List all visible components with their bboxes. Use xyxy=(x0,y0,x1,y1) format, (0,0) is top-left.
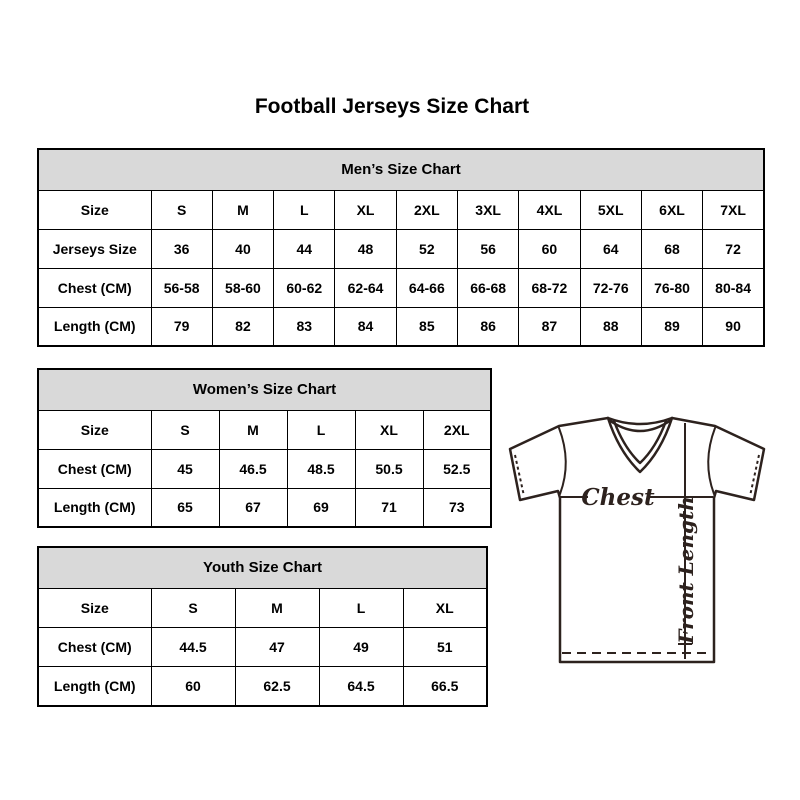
table-cell: 88 xyxy=(580,307,641,346)
table-cell: 50.5 xyxy=(355,449,423,488)
table-cell: 64 xyxy=(580,229,641,268)
table-row xyxy=(38,588,487,627)
table-cell: 64-66 xyxy=(396,268,457,307)
table-cell: 56-58 xyxy=(151,268,212,307)
column-header: S xyxy=(151,410,219,449)
column-header: 6XL xyxy=(641,190,702,229)
table-row xyxy=(38,488,491,527)
jersey-diagram xyxy=(502,410,774,668)
table-caption-row xyxy=(38,149,764,190)
row-label: Length (CM) xyxy=(38,307,151,346)
row-label: Size xyxy=(38,410,151,449)
table-cell: 62-64 xyxy=(335,268,396,307)
table-cell: 48 xyxy=(335,229,396,268)
table-cell: 46.5 xyxy=(219,449,287,488)
column-header: L xyxy=(274,190,335,229)
column-header: 4XL xyxy=(519,190,580,229)
column-header: L xyxy=(319,588,403,627)
youth-size-table xyxy=(37,546,488,707)
table-caption-row xyxy=(38,547,487,588)
table-cell: 72-76 xyxy=(580,268,641,307)
table-cell: 72 xyxy=(703,229,764,268)
table-cell: 80-84 xyxy=(703,268,764,307)
front-length-label: Front Length xyxy=(674,496,698,644)
column-header: M xyxy=(219,410,287,449)
chest-label: Chest xyxy=(581,484,655,511)
table-cell: 84 xyxy=(335,307,396,346)
table-cell: 48.5 xyxy=(287,449,355,488)
table-cell: 89 xyxy=(641,307,702,346)
table-cell: 40 xyxy=(212,229,273,268)
table-cell: 62.5 xyxy=(235,667,319,706)
table-cell: 60 xyxy=(151,667,235,706)
column-header: 2XL xyxy=(396,190,457,229)
table-cell: 82 xyxy=(212,307,273,346)
collar-top-curve xyxy=(608,418,672,424)
table-cell: 60-62 xyxy=(274,268,335,307)
table-row xyxy=(38,627,487,666)
table-cell: 36 xyxy=(151,229,212,268)
row-label: Jerseys Size xyxy=(38,229,151,268)
table-cell: 66.5 xyxy=(403,667,487,706)
column-header: 7XL xyxy=(703,190,764,229)
column-header: 2XL xyxy=(423,410,491,449)
page-title: Football Jerseys Size Chart xyxy=(254,95,530,118)
table-row xyxy=(38,268,764,307)
column-header: S xyxy=(151,588,235,627)
table-cell: 76-80 xyxy=(641,268,702,307)
table-cell: 58-60 xyxy=(212,268,273,307)
table-cell: 67 xyxy=(219,488,287,527)
table-cell: 47 xyxy=(235,627,319,666)
jersey-outline xyxy=(510,418,764,662)
table-cell: 68-72 xyxy=(519,268,580,307)
table-cell: 86 xyxy=(457,307,518,346)
table-row xyxy=(38,307,764,346)
table-cell: 45 xyxy=(151,449,219,488)
column-header: L xyxy=(287,410,355,449)
table-cell: 90 xyxy=(703,307,764,346)
left-armhole-seam xyxy=(559,428,566,494)
row-label: Chest (CM) xyxy=(38,627,151,666)
table-cell: 64.5 xyxy=(319,667,403,706)
column-header: 3XL xyxy=(457,190,518,229)
table-cell: 56 xyxy=(457,229,518,268)
column-header: M xyxy=(235,588,319,627)
table-cell: 49 xyxy=(319,627,403,666)
column-header: M xyxy=(212,190,273,229)
mens-size-table xyxy=(37,148,765,347)
column-header: XL xyxy=(403,588,487,627)
table-row xyxy=(38,667,487,706)
column-header: XL xyxy=(355,410,423,449)
table-cell: 44 xyxy=(274,229,335,268)
row-label: Size xyxy=(38,190,151,229)
row-label: Size xyxy=(38,588,151,627)
table-row xyxy=(38,449,491,488)
column-header: 5XL xyxy=(580,190,641,229)
womens-table-title: Women’s Size Chart xyxy=(38,369,491,410)
column-header: S xyxy=(151,190,212,229)
table-cell: 51 xyxy=(403,627,487,666)
table-cell: 87 xyxy=(519,307,580,346)
row-label: Length (CM) xyxy=(38,667,151,706)
table-cell: 65 xyxy=(151,488,219,527)
mens-table-title: Men’s Size Chart xyxy=(38,149,764,190)
table-cell: 71 xyxy=(355,488,423,527)
table-cell: 66-68 xyxy=(457,268,518,307)
table-row xyxy=(38,229,764,268)
table-cell: 68 xyxy=(641,229,702,268)
table-cell: 73 xyxy=(423,488,491,527)
table-cell: 83 xyxy=(274,307,335,346)
table-cell: 85 xyxy=(396,307,457,346)
row-label: Chest (CM) xyxy=(38,449,151,488)
table-cell: 52 xyxy=(396,229,457,268)
table-cell: 60 xyxy=(519,229,580,268)
womens-size-table xyxy=(37,368,492,528)
table-row xyxy=(38,190,764,229)
row-label: Chest (CM) xyxy=(38,268,151,307)
youth-table-title: Youth Size Chart xyxy=(38,547,487,588)
table-caption-row xyxy=(38,369,491,410)
table-row xyxy=(38,410,491,449)
table-cell: 44.5 xyxy=(151,627,235,666)
table-cell: 52.5 xyxy=(423,449,491,488)
table-cell: 69 xyxy=(287,488,355,527)
column-header: XL xyxy=(335,190,396,229)
right-armhole-seam xyxy=(708,428,715,494)
row-label: Length (CM) xyxy=(38,488,151,527)
table-cell: 79 xyxy=(151,307,212,346)
